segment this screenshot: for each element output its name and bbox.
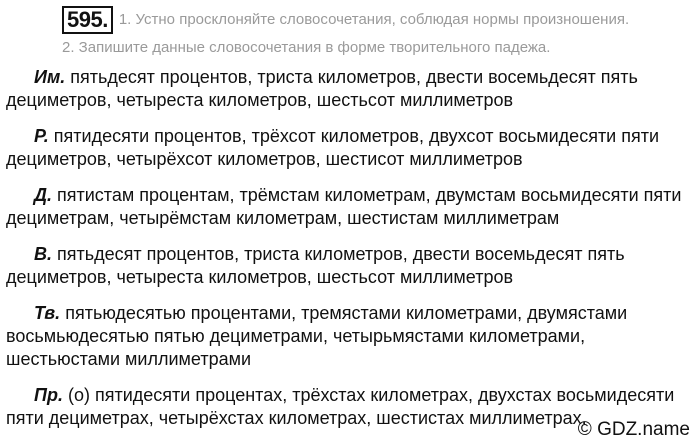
answer-list (6, 66, 694, 443)
case-entry-instrumental (6, 302, 694, 371)
case-label: Д. (34, 185, 52, 205)
task-header (62, 5, 690, 35)
case-label: В. (34, 244, 52, 264)
case-text: пятьдесят процентов, триста километров, двести восемьдесят пять дециметров, четыреста километров, шестьсот миллиметров (6, 244, 625, 287)
case-label: Пр. (34, 385, 63, 405)
task-number: 595. (62, 6, 113, 34)
case-entry-nominative (6, 66, 694, 112)
case-text: пятидесяти процентов, трёхсот километров, двухсот восьмидесяти пяти дециметров, четырёхсот километров, шестисот миллиметров (6, 126, 660, 169)
case-text: пятьдесят процентов, триста километров, двести восемьдесят пять дециметров, четыреста километров, шестьсот миллиметров (6, 67, 638, 110)
case-entry-dative (6, 184, 694, 230)
case-label: Тв. (34, 303, 61, 323)
instruction-2: 2. Запишите данные словосочетания в форме творительного падежа. (62, 39, 551, 56)
watermark: © GDZ.name (577, 419, 690, 440)
case-text: пятистам процентам, трёмстам километрам, двумстам восьмидесяти пяти дециметрам, четырёмстам километрам, шестистам миллиметрам (6, 185, 682, 228)
case-text: (о) пятидесяти процентах, трёхстах километрах, двухстах восьмидесяти пяти дециметрах, четырёхстах километрах, шестистах миллиметрах. (6, 385, 675, 428)
case-label: Им. (34, 67, 66, 87)
case-label: Р. (34, 126, 49, 146)
case-text: пятьюдесятью процентами, тремястами километрами, двумястами восьмьюдесятью пятью дециметрами, четырьмястами километрами, шестьюстами миллиметрами (6, 303, 628, 369)
instruction-1: 1. Устно просклоняйте словосочетания, соблюдая нормы произношения. (118, 11, 630, 28)
case-entry-genitive (6, 125, 694, 171)
case-entry-accusative (6, 243, 694, 289)
